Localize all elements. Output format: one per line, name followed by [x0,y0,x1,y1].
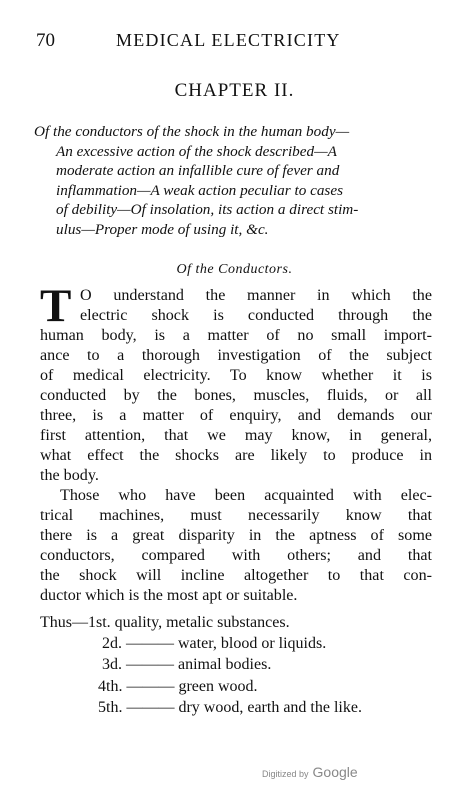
paragraph [40,486,432,606]
section-title: Of the Conductors. [176,262,293,277]
paragraph [40,280,432,486]
running-head: MEDICAL ELECTRICITY [116,30,341,50]
list-item [40,633,440,654]
chapter-title: CHAPTER II. [174,80,295,101]
text-line: Those who have been acquainted with elec- [60,487,432,504]
text-line: first attention, that we may know, in general, [40,427,432,444]
summary-line: of debility—Of insolation, its action a direct stim- [56,201,359,218]
list-description: ——— dry wood, earth and the like. [126,698,362,716]
list-item [40,612,440,633]
body-text [40,280,432,606]
text-line: three, is a matter of enquiry, and demands our [40,407,432,424]
list-description: ——— animal bodies. [126,656,272,674]
text-line: there is a great disparity in the aptness of some [40,527,432,544]
summary-line: Of the conductors of the shock in the human body— [34,123,350,140]
summary-line: ulus—Proper mode of using it, &c. [56,220,269,238]
list-ordinal: 3d. [102,656,122,674]
text-line: human body, is a matter of no small import- [40,327,432,344]
list-item [40,676,440,697]
list-ordinal: 5th. [98,698,123,716]
list-ordinal: Thus—1st. [40,614,111,631]
drop-cap: T [40,280,72,332]
list-item [40,654,440,675]
page-header [36,30,439,54]
summary-line: moderate action an infallible cure of fever and [56,162,340,179]
list-ordinal: 2d. [102,635,122,653]
text-line: of medical electricity. To know whether it is [40,367,432,384]
digitized-by-label: Digitized by [262,769,309,779]
chapter-summary [34,122,442,239]
list-ordinal: 4th. [98,677,123,695]
text-line: ance to a thorough investigation of the subject [40,347,432,364]
digitization-watermark [262,764,358,782]
text-line: the shock will incline altogether to that con- [40,567,432,584]
text-line: O understand the manner in which the [80,287,432,304]
list-description: quality, metalic substances. [114,614,290,631]
text-line: conductors, compared with others; and that [40,547,432,564]
text-line: ductor which is the most apt or suitable. [40,587,298,604]
google-logo: Google [312,764,358,780]
summary-line: inflammation—A weak action peculiar to cases [56,181,343,199]
summary-line: An excessive action of the shock described—A [56,142,337,160]
list-item [40,697,440,718]
text-line: trical machines, must necessarily know that [40,507,432,524]
list-description: ——— green wood. [126,677,258,695]
text-line: what effect the shocks are likely to produce in [40,447,432,464]
text-line: electric shock is conducted through the [80,307,432,324]
conductor-list [40,612,440,718]
list-description: ——— water, blood or liquids. [126,635,327,653]
page-number: 70 [36,30,55,51]
text-line: the body. [40,467,99,484]
text-line: conducted by the bones, muscles, fluids, or all [40,387,432,404]
